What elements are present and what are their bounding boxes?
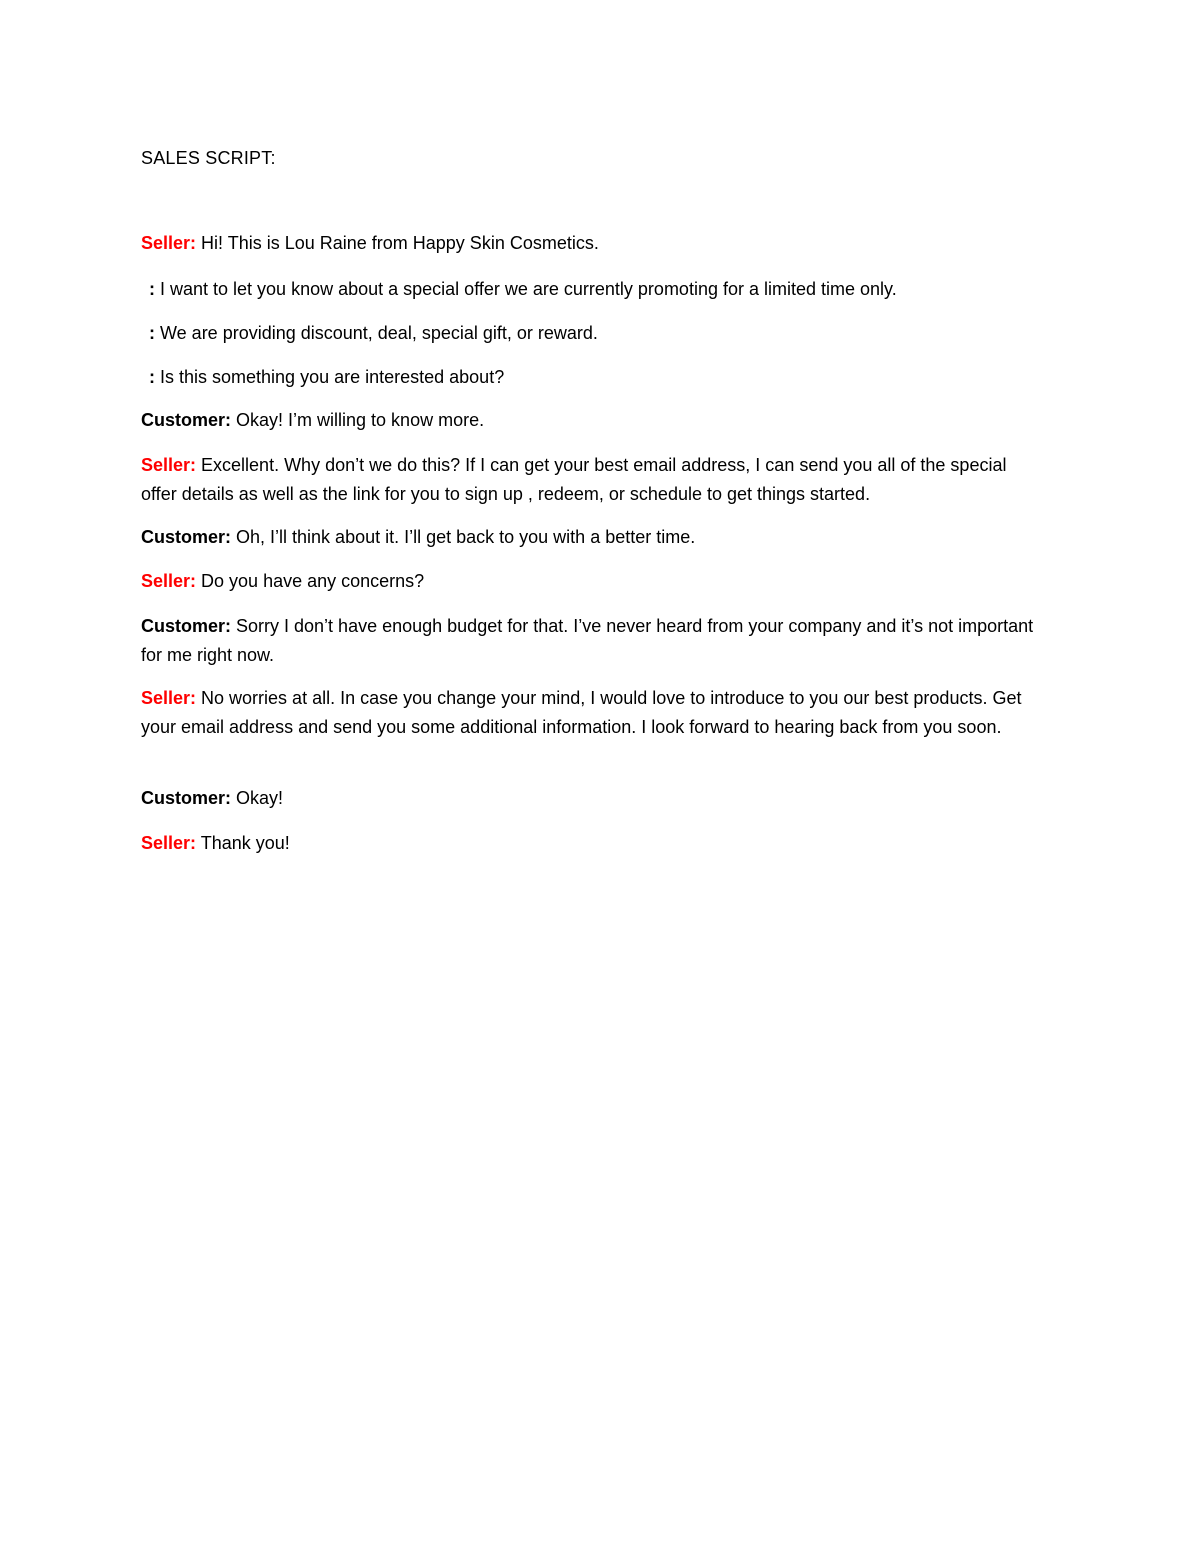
continuation-colon: : bbox=[149, 367, 155, 387]
script-line-seller-greeting bbox=[141, 229, 599, 257]
speaker-label-customer: Customer: bbox=[141, 788, 232, 808]
continuation-colon: : bbox=[149, 279, 155, 299]
line-text: Sorry I don’t have enough budget for that. I’ve never heard from your company and it’s not important for me right now. bbox=[141, 616, 1034, 665]
line-text: Okay! bbox=[231, 788, 284, 808]
line-text: No worries at all. In case you change your mind, I would love to introduce to you our best products. Get your email address and send you some additional information. I look forward to hearing back from you soon. bbox=[141, 688, 1022, 737]
script-line-customer-budget bbox=[141, 612, 1041, 669]
script-line-seller-providing bbox=[141, 319, 598, 347]
script-line-seller-concerns bbox=[141, 567, 424, 595]
script-line-seller-no-worries bbox=[141, 684, 1041, 741]
script-line-seller-offer bbox=[141, 275, 897, 303]
line-text: Hi! This is Lou Raine from Happy Skin Cosmetics. bbox=[196, 233, 599, 253]
line-text: Thank you! bbox=[196, 833, 290, 853]
document-title: SALES SCRIPT: bbox=[141, 148, 276, 168]
line-text: Do you have any concerns? bbox=[196, 571, 425, 591]
script-line-customer-okay bbox=[141, 784, 283, 812]
speaker-label-customer: Customer: bbox=[141, 410, 232, 430]
speaker-label-customer: Customer: bbox=[141, 616, 232, 636]
line-text: Is this something you are interested about? bbox=[155, 367, 505, 387]
script-line-seller-question bbox=[141, 363, 504, 391]
script-line-seller-email bbox=[141, 451, 1041, 508]
line-text: Excellent. Why don’t we do this? If I can get your best email address, I can send you all of the special offer details as well as the link for you to sign up , redeem, or schedule to get things started. bbox=[141, 455, 1007, 504]
line-text: We are providing discount, deal, special gift, or reward. bbox=[155, 323, 598, 343]
script-line-seller-thanks bbox=[141, 829, 290, 857]
speaker-label-customer: Customer: bbox=[141, 527, 232, 547]
line-text: Okay! I’m willing to know more. bbox=[231, 410, 485, 430]
continuation-colon: : bbox=[149, 323, 155, 343]
script-line-customer-willing bbox=[141, 406, 484, 434]
speaker-label-seller: Seller: bbox=[141, 571, 197, 591]
speaker-label-seller: Seller: bbox=[141, 455, 197, 475]
line-text: I want to let you know about a special offer we are currently promoting for a limited time only. bbox=[155, 279, 897, 299]
line-text: Oh, I’ll think about it. I’ll get back to you with a better time. bbox=[231, 527, 696, 547]
speaker-label-seller: Seller: bbox=[141, 233, 197, 253]
speaker-label-seller: Seller: bbox=[141, 688, 197, 708]
script-line-customer-think bbox=[141, 523, 695, 551]
speaker-label-seller: Seller: bbox=[141, 833, 197, 853]
